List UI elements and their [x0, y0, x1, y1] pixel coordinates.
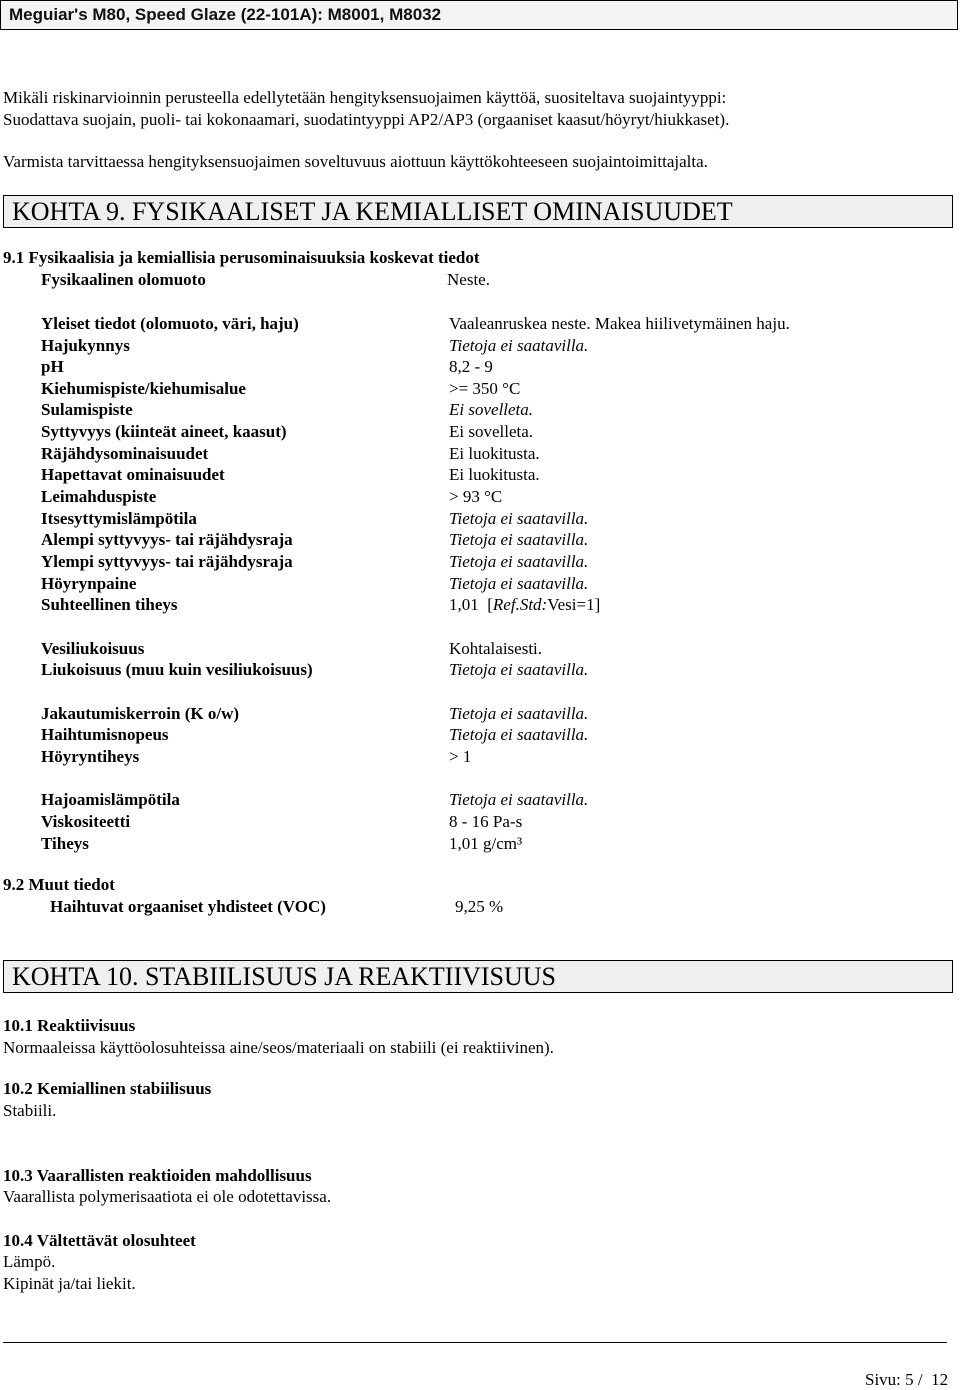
property-label: Vesiliukoisuus [41, 639, 145, 658]
property-label: Höyrynpaine [41, 574, 137, 593]
property-label: pH [41, 357, 64, 376]
property-value: > 1 [449, 747, 472, 766]
reference-standard-label: Ref.Std: [492, 595, 548, 614]
physical-form-value: Neste. [447, 270, 490, 289]
property-value: Tietoja ei saatavilla. [449, 574, 589, 593]
voc-label: Haihtuvat orgaaniset yhdisteet (VOC) [50, 897, 326, 916]
property-label: Syttyvyys (kiinteät aineet, kaasut) [41, 422, 287, 441]
property-value: Kohtalaisesti. [449, 639, 543, 658]
property-value [449, 595, 600, 615]
intro-line-3: Varmista tarvittaessa hengityksensuojaimen soveltuvuus aiottuun käyttökohteeseen suojaintoimittajalta. [3, 152, 708, 171]
property-value: >= 350 °C [449, 379, 521, 398]
subsection-10-3-heading: 10.3 Vaarallisten reaktioiden mahdollisuus [3, 1166, 312, 1185]
property-label: Hajoamislämpötila [41, 790, 180, 809]
physical-form-label: Fysikaalinen olomuoto [41, 270, 206, 289]
subsection-10-1-heading: 10.1 Reaktiivisuus [3, 1016, 136, 1035]
property-label: Suhteellinen tiheys [41, 595, 178, 614]
section-9-title: KOHTA 9. FYSIKAALISET JA KEMIALLISET OMINAISUUDET [12, 197, 733, 226]
property-value: Tietoja ei saatavilla. [449, 725, 589, 744]
property-label: Hajukynnys [41, 336, 130, 355]
reference-standard-value: Vesi=1] [547, 595, 601, 614]
property-value: Ei sovelleta. [449, 422, 534, 441]
subsection-10-4-text-1: Lämpö. [3, 1252, 56, 1271]
property-label: Sulamispiste [41, 400, 133, 419]
voc-value: 9,25 % [455, 897, 504, 916]
property-value: Tietoja ei saatavilla. [449, 704, 589, 723]
section-10-heading [3, 960, 953, 993]
document-title: Meguiar's M80, Speed Glaze (22-101A): M8001, M8032 [9, 5, 442, 24]
property-label: Räjähdysominaisuudet [41, 444, 209, 463]
property-value: Ei sovelleta. [449, 400, 534, 419]
property-label: Kiehumispiste/kiehumisalue [41, 379, 246, 398]
property-value: Tietoja ei saatavilla. [449, 790, 589, 809]
subsection-10-3-text: Vaarallista polymerisaatiota ei ole odotettavissa. [3, 1187, 332, 1206]
property-label: Haihtumisnopeus [41, 725, 169, 744]
intro-line-2: Suodattava suojain, puoli- tai kokonaamari, suodatintyyppi AP2/AP3 (orgaaniset kaasut/höyryt/hiukkaset). [3, 110, 730, 129]
property-value: 1,01 g/cm³ [449, 834, 523, 853]
property-value: 8 - 16 Pa-s [449, 812, 523, 831]
property-label: Alempi syttyvyys- tai räjähdysraja [41, 530, 293, 549]
property-value: Vaaleanruskea neste. Makea hiilivetymäinen haju. [449, 314, 790, 333]
property-value: Tietoja ei saatavilla. [449, 660, 589, 679]
subsection-10-2-text: Stabiili. [3, 1101, 57, 1120]
section-9-heading [3, 195, 953, 228]
intro-line-1: Mikäli riskinarvioinnin perusteella edellytetään hengityksensuojaimen käyttöä, suositeltava suojaintyyppi: [3, 88, 727, 107]
subsection-9-2-heading: 9.2 Muut tiedot [3, 875, 115, 894]
property-label: Liukoisuus (muu kuin vesiliukoisuus) [41, 660, 313, 679]
property-label: Ylempi syttyvyys- tai räjähdysraja [41, 552, 293, 571]
property-label: Itsesyttymislämpötila [41, 509, 197, 528]
property-label: Leimahduspiste [41, 487, 157, 506]
footer-divider [3, 1342, 947, 1343]
subsection-10-4-heading: 10.4 Vältettävät olosuhteet [3, 1231, 196, 1250]
property-label: Viskositeetti [41, 812, 131, 831]
property-label: Jakautumiskerroin (K o/w) [41, 704, 240, 723]
property-value: Tietoja ei saatavilla. [449, 509, 589, 528]
property-value: Tietoja ei saatavilla. [449, 552, 589, 571]
property-value: Ei luokitusta. [449, 465, 540, 484]
subsection-10-4-text-2: Kipinät ja/tai liekit. [3, 1274, 136, 1293]
subsection-10-2-heading: 10.2 Kemiallinen stabiilisuus [3, 1079, 212, 1098]
property-value: > 93 °C [449, 487, 503, 506]
document-header [0, 0, 958, 30]
page-number: Sivu: 5 / 12 [865, 1370, 949, 1389]
subsection-10-1-text: Normaaleissa käyttöolosuhteissa aine/seos/materiaali on stabiili (ei reaktiivinen). [3, 1038, 554, 1057]
property-value: Ei luokitusta. [449, 444, 540, 463]
property-value: 8,2 - 9 [449, 357, 493, 376]
section-10-title: KOHTA 10. STABIILISUUS JA REAKTIIVISUUS [12, 962, 557, 991]
subsection-9-1-heading: 9.1 Fysikaalisia ja kemiallisia perusominaisuuksia koskevat tiedot [3, 248, 480, 267]
property-label: Hapettavat ominaisuudet [41, 465, 225, 484]
relative-density-number: 1,01 [ [449, 595, 493, 614]
property-label: Yleiset tiedot (olomuoto, väri, haju) [41, 314, 299, 333]
property-label: Höyryntiheys [41, 747, 140, 766]
property-value: Tietoja ei saatavilla. [449, 336, 589, 355]
property-value: Tietoja ei saatavilla. [449, 530, 589, 549]
property-label: Tiheys [41, 834, 89, 853]
